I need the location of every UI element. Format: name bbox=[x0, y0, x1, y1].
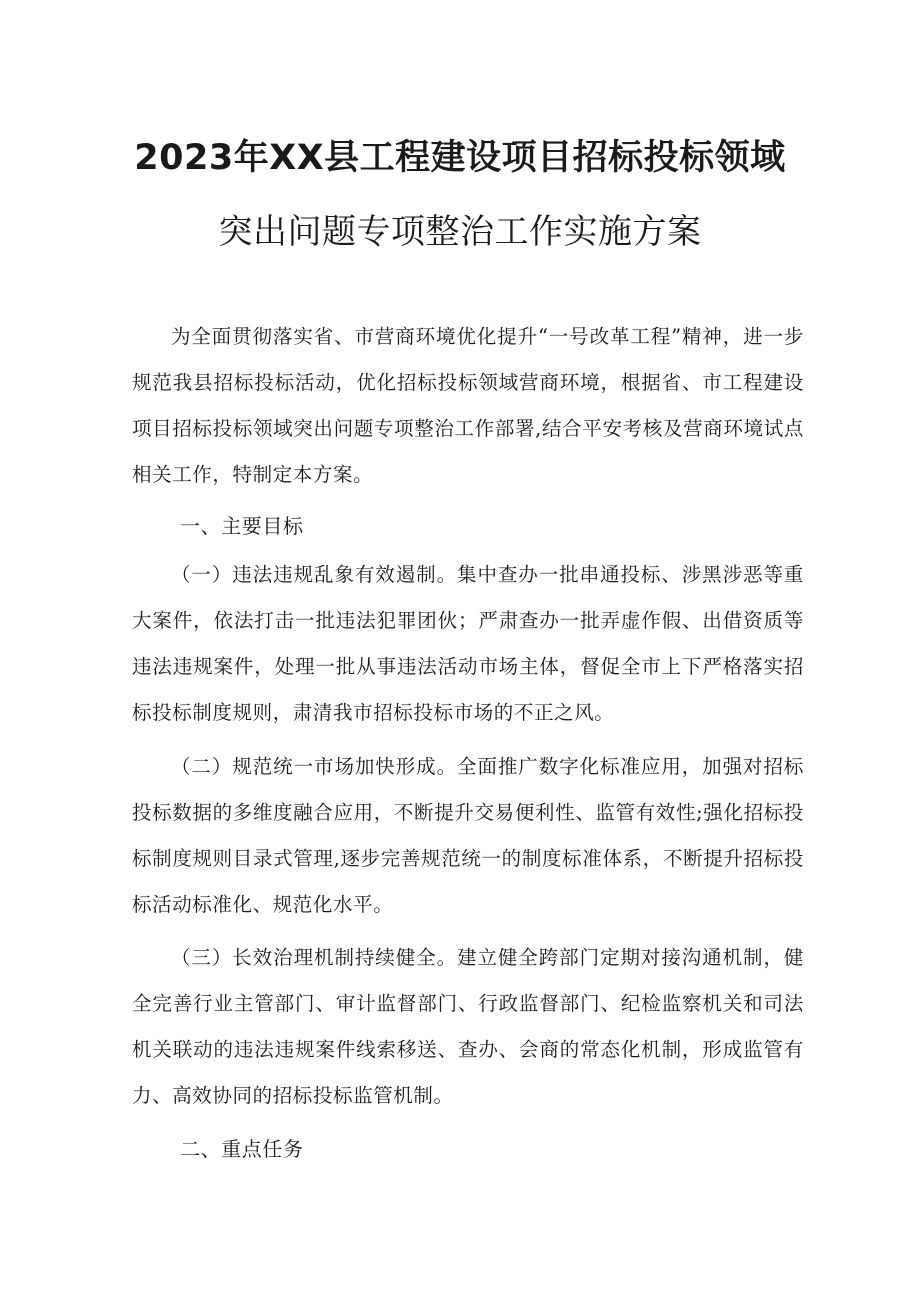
document-title-line-1: 2023年XX县工程建设项目招标投标领域 bbox=[134, 138, 786, 178]
section-heading-main-goals: 一、主要目标 bbox=[180, 514, 304, 538]
goal-paragraph-1: （一）违法违规乱象有效遏制。集中查办一批串通投标、涉黑涉恶等重大案件，依法打击一批违法犯罪团伙；严肃查办一批弄虚作假、出借资质等违法违规案件，处理一批从事违法活动市场主体，督促全市上下严格落实招标投标制度规则，肃清我市招标投标市场的不正之风。 bbox=[132, 563, 804, 724]
goal-paragraph-3: （三）长效治理机制持续健全。建立健全跨部门定期对接沟通机制，健全完善行业主管部门、审计监督部门、行政监督部门、纪检监察机关和司法机关联动的违法违规案件线索移送、查办、会商的常态化机制，形成监管有力、高效协同的招标投标监管机制。 bbox=[132, 946, 804, 1107]
document-title-line-2: 突出问题专项整治工作实施方案 bbox=[218, 212, 702, 252]
section-heading-key-tasks: 二、重点任务 bbox=[180, 1137, 304, 1161]
goal-paragraph-2: （二）规范统一市场加快形成。全面推广数字化标准应用，加强对招标投标数据的多维度融合应用，不断提升交易便利性、监管有效性;强化招标投标制度规则目录式管理,逐步完善规范统一的制度标准体系，不断提升招标投标活动标准化、规范化水平。 bbox=[132, 755, 804, 916]
intro-paragraph: 为全面贯彻落实省、市营商环境优化提升“一号改革工程”精神，进一步规范我县招标投标活动，优化招标投标领域营商环境，根据省、市工程建设项目招标投标领域突出问题专项整治工作部署,结合平安考核及营商环境试点相关工作，特制定本方案。 bbox=[132, 325, 804, 486]
